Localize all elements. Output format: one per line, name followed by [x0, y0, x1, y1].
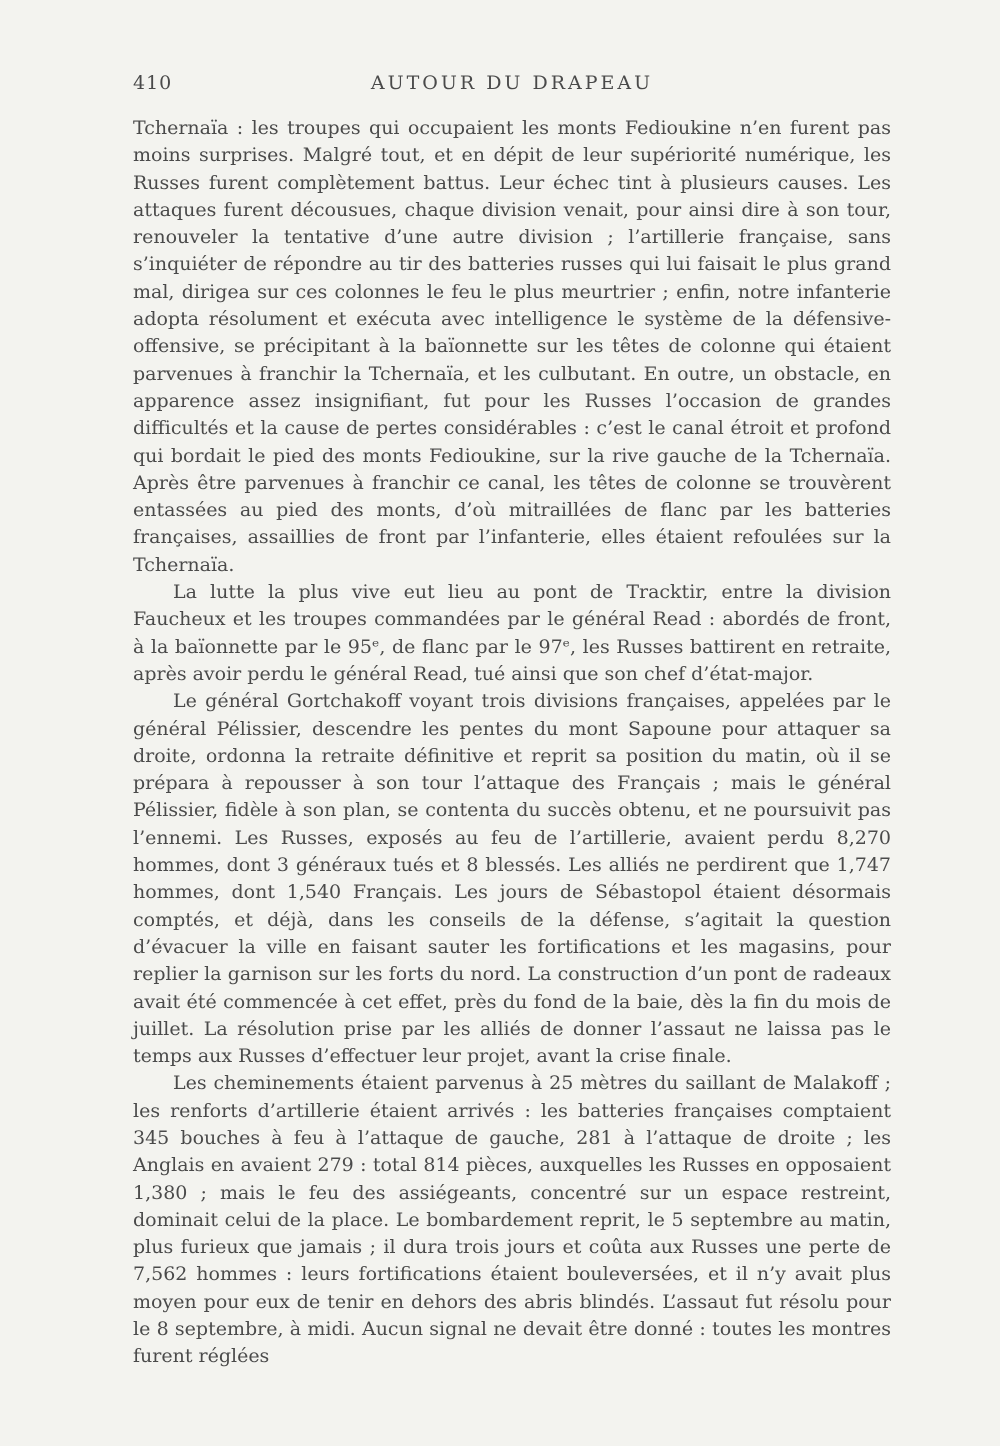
paragraph: La lutte la plus vive eut lieu au pont de Tracktir, entre la division Faucheux et les troupes commandées par le général Read : abordés de front, à la baïonnette par le 95ᵉ, de flanc par le 97ᵉ, les Russes battirent en retraite, après avoir perdu le général Read, tué ainsi que son chef d’état-major. [133, 581, 891, 685]
paragraph: Les cheminements étaient parvenus à 25 mètres du saillant de Malakoff ; les renforts d’artillerie étaient arrivés : les batteries françaises comptaient 345 bouches à feu à l’attaque de gauche, 281 à l’attaque de droite ; les Anglais en avaient 279 : total 814 pièces, auxquelles les Russes en opposaient 1,380 ; mais le feu des assiégeants, concentré sur un espace restreint, dominait celui de la place. Le bombardement reprit, le 5 septembre au matin, plus furieux que jamais ; il dura trois jours et coûta aux Russes une perte de 7,562 hommes : leurs fortifications étaient bouleversées, et il n’y avait plus moyen pour eux de tenir en dehors des abris blindés. L’assaut fut résolu pour le 8 septembre, à midi. Aucun signal ne devait être donné : toutes les montres furent réglées [133, 1072, 891, 1368]
paragraph: Le général Gortchakoff voyant trois divisions françaises, appelées par le général Pélissier, descendre les pentes du mont Sapoune pour attaquer sa droite, ordonna la retraite définitive et reprit sa position du matin, où il se prépara à repousser à son tour l’attaque des Français ; mais le général Pélissier, fidèle à son plan, se contenta du succès obtenu, et ne poursuivit pas l’ennemi. Les Russes, exposés au feu de l’artillerie, avaient perdu 8,270 hommes, dont 3 généraux tués et 8 blessés. Les alliés ne perdirent que 1,747 hommes, dont 1,540 Français. Les jours de Sébastopol étaient désormais comptés, et déjà, dans les conseils de la défense, s’agitait la question d’évacuer la ville en faisant sauter les fortifications et les magasins, pour replier la garnison sur les forts du nord. La construction d’un pont de radeaux avait été commencée à cet effet, près du fond de la baie, dès la fin du mois de juillet. La résolution prise par les alliés de donner l’assaut ne laissa pas le temps aux Russes d’effectuer leur projet, avant la crise finale. [133, 690, 891, 1068]
page-header [133, 72, 891, 102]
body-text [133, 115, 891, 1371]
running-title: AUTOUR DU DRAPEAU [370, 72, 654, 94]
paragraph: Tchernaïa : les troupes qui occupaient les monts Fedioukine n’en furent pas moins surprises. Malgré tout, et en dépit de leur supériorité numérique, les Russes furent complètement battus. Leur échec tint à plusieurs causes. Les attaques furent décousues, chaque division venait, pour ainsi dire à son tour, renouveler la tentative d’une autre division ; l’artillerie française, sans s’inquiéter de répondre au tir des batteries russes qui lui faisait le plus grand mal, dirigea sur ces colonnes le feu le plus meurtrier ; enfin, notre infanterie adopta résolument et exécuta avec intelligence le système de la défensive-offensive, se précipitant à la baïonnette sur les têtes de colonne qui étaient parvenues à franchir la Tchernaïa, et les culbutant. En outre, un obstacle, en apparence assez insignifiant, fut pour les Russes l’occasion de grandes difficultés et la cause de pertes considérables : c’est le canal étroit et profond qui bordait le pied des monts Fedioukine, sur la rive gauche de la Tchernaïa. Après être parvenues à franchir ce canal, les têtes de colonne se trouvèrent entassées au pied des monts, d’où mitraillées de flanc par les batteries françaises, assaillies de front par l’infanterie, elles étaient refoulées sur la Tchernaïa. [133, 117, 891, 576]
page-number: 410 [133, 72, 173, 94]
